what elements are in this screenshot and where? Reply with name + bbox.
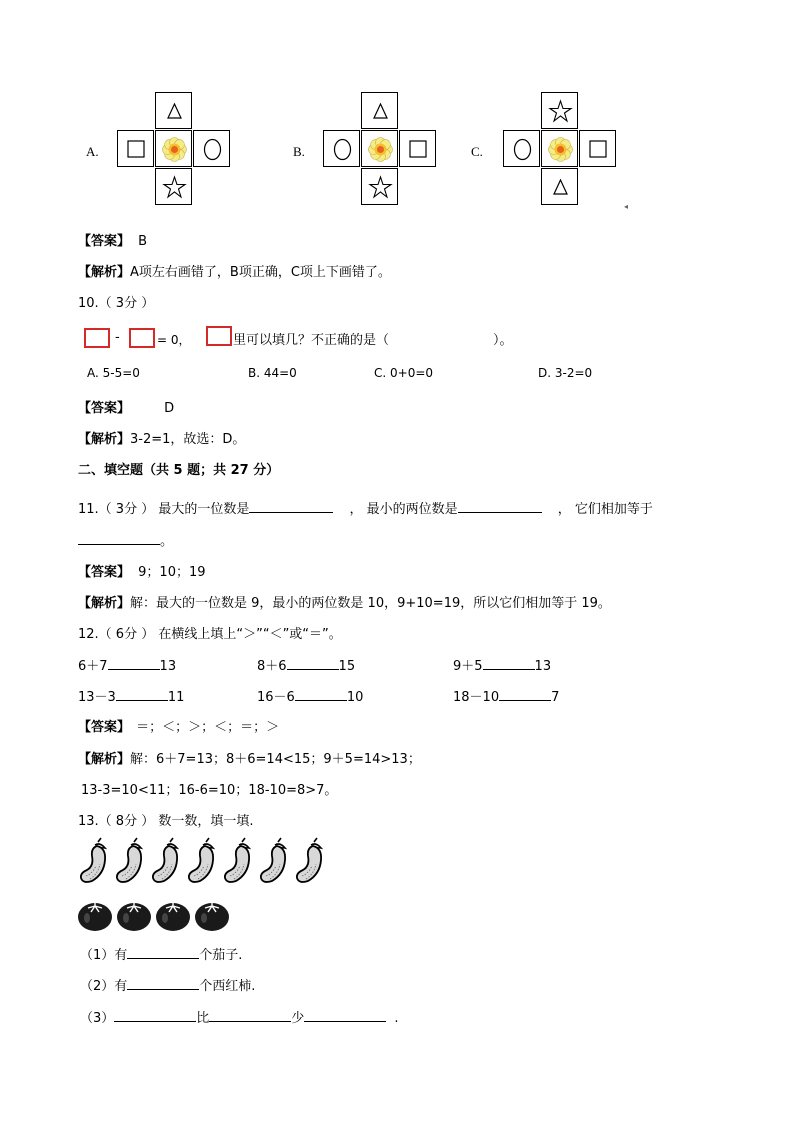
q13-blank[interactable] bbox=[114, 1021, 196, 1022]
q12-item-left: 8＋6 bbox=[257, 659, 287, 674]
q13-blank[interactable] bbox=[127, 958, 199, 959]
q13-blank[interactable] bbox=[209, 1021, 291, 1022]
tomato-icon bbox=[77, 900, 113, 936]
q12-item-left: 18－10 bbox=[453, 690, 500, 705]
tomato-icon bbox=[155, 900, 191, 936]
net-cell-bottom bbox=[155, 168, 192, 205]
analysis-text: 解：最大的一位数是 9，最小的两位数是 10，9+10=19，所以它们相加等于 19。 bbox=[130, 596, 611, 611]
q12-blank[interactable] bbox=[108, 669, 160, 670]
net-cell-right bbox=[579, 130, 616, 167]
q12-blank[interactable] bbox=[287, 669, 339, 670]
q12-item-right: 10 bbox=[346, 690, 364, 705]
analysis-label: 【解析】 bbox=[78, 432, 131, 447]
q12-number: 12.（ 6分 ） bbox=[78, 627, 155, 642]
q11-blank-1[interactable] bbox=[249, 512, 333, 513]
q10-question-end: ）。 bbox=[493, 333, 513, 348]
q10-red-box-2 bbox=[129, 328, 155, 348]
q10-number: 10.（ 3分 ） bbox=[78, 296, 155, 311]
q10-red-box-3 bbox=[206, 326, 232, 346]
q10-option-a: A. 5-5=0 bbox=[87, 366, 140, 380]
eggplant-icon bbox=[258, 836, 292, 890]
q12-item-5 bbox=[257, 686, 363, 705]
q11-analysis-line bbox=[78, 592, 611, 611]
q12-item-right: 13 bbox=[534, 659, 552, 674]
q12-answer-line bbox=[78, 716, 279, 735]
q12-item-left: 6＋7 bbox=[78, 659, 108, 674]
q13-line bbox=[78, 810, 254, 829]
q11-text-4: 。 bbox=[160, 534, 174, 549]
answer-label: 【答案】 bbox=[78, 401, 131, 416]
answer-value: D bbox=[164, 401, 175, 416]
q9-answer-line bbox=[78, 230, 147, 249]
eggplant-icon bbox=[78, 836, 112, 890]
q12-blank[interactable] bbox=[116, 700, 168, 701]
q13-sub-text: 少 bbox=[291, 1011, 305, 1026]
q10-option-b: B. 44=0 bbox=[248, 366, 297, 380]
net-cell-right bbox=[193, 130, 230, 167]
q13-sub-text: （1）有 bbox=[80, 948, 128, 963]
net-cell-right bbox=[399, 130, 436, 167]
q13-sub-text: （3） bbox=[80, 1011, 115, 1026]
eggplant-icon bbox=[150, 836, 184, 890]
q12-item-right: 7 bbox=[551, 690, 560, 705]
q10-analysis-line bbox=[78, 428, 245, 447]
analysis-label: 【解析】 bbox=[78, 265, 131, 280]
option-label: B. bbox=[293, 144, 305, 159]
answer-label: 【答案】 bbox=[78, 565, 131, 580]
q10-equals: = 0， bbox=[157, 333, 191, 347]
star-icon bbox=[542, 93, 579, 130]
q12-item-left: 16－6 bbox=[257, 690, 295, 705]
net-cell-center bbox=[541, 130, 578, 167]
triangle-icon bbox=[542, 169, 579, 206]
eggplant-icon bbox=[222, 836, 256, 890]
circle-icon bbox=[504, 131, 541, 168]
q10-question: 里可以填几？不正确的是（ bbox=[233, 333, 390, 348]
circle-icon bbox=[324, 131, 361, 168]
q12-blank[interactable] bbox=[295, 700, 347, 701]
star-icon bbox=[156, 169, 193, 206]
flower-icon bbox=[542, 131, 579, 168]
eggplant-icon bbox=[186, 836, 220, 890]
q11-answer-line bbox=[78, 561, 206, 580]
net-cell-top bbox=[361, 92, 398, 129]
q11-text-1: 最大的一位数是 bbox=[158, 502, 250, 517]
star-icon bbox=[362, 169, 399, 206]
q12-item-6 bbox=[453, 686, 559, 705]
answer-label: 【答案】 bbox=[78, 720, 131, 735]
analysis-label: 【解析】 bbox=[78, 596, 131, 611]
q11-blank-2[interactable] bbox=[458, 512, 542, 513]
net-cell-left bbox=[117, 130, 154, 167]
option-label: A. bbox=[86, 144, 99, 159]
q13-sub-1 bbox=[80, 944, 242, 963]
q13-sub-text: 个西红柿. bbox=[199, 979, 256, 994]
circle-icon bbox=[194, 131, 231, 168]
q13-sub-2 bbox=[80, 975, 255, 994]
net-cell-bottom bbox=[361, 168, 398, 205]
net-cell-left bbox=[503, 130, 540, 167]
tomato-icon bbox=[194, 900, 230, 936]
answer-value: B bbox=[138, 234, 148, 249]
q11-text-2: ， 最小的两位数是 bbox=[349, 502, 458, 517]
q9-analysis-line bbox=[78, 261, 391, 280]
q12-item-right: 11 bbox=[167, 690, 185, 705]
q12-item-1 bbox=[78, 655, 176, 674]
q12-item-2 bbox=[257, 655, 355, 674]
net-cell-center bbox=[155, 130, 192, 167]
q13-sub-3 bbox=[80, 1007, 398, 1026]
q12-item-right: 13 bbox=[159, 659, 177, 674]
analysis-text: 解：6＋7=13；8＋6=14<15；9＋5=14>13； bbox=[130, 752, 421, 767]
answer-value: 9；10；19 bbox=[138, 565, 206, 580]
q12-blank[interactable] bbox=[483, 669, 535, 670]
tomato-icon bbox=[116, 900, 152, 936]
q13-number: 13.（ 8分 ） bbox=[78, 814, 155, 829]
net-cell-top bbox=[155, 92, 192, 129]
q13-blank[interactable] bbox=[127, 989, 199, 990]
q10-option-c: C. 0+0=0 bbox=[374, 366, 434, 380]
net-cell-top bbox=[541, 92, 578, 129]
square-icon bbox=[400, 131, 437, 168]
q13-sub-text: （2）有 bbox=[80, 979, 128, 994]
net-cell-left bbox=[323, 130, 360, 167]
net-cell-center bbox=[361, 130, 398, 167]
net-cell-bottom bbox=[541, 168, 578, 205]
square-icon bbox=[118, 131, 155, 168]
q13-blank[interactable] bbox=[304, 1021, 386, 1022]
q12-item-3 bbox=[453, 655, 551, 674]
option-label: C. bbox=[471, 144, 483, 159]
q11-line bbox=[78, 498, 653, 517]
answer-label: 【答案】 bbox=[78, 234, 131, 249]
triangle-icon bbox=[362, 93, 399, 130]
q11-text-3: ， 它们相加等于 bbox=[557, 502, 653, 517]
analysis-text: A项左右画错了，B项正确，C项上下画错了。 bbox=[130, 265, 391, 280]
section-title: 二、填空题（共 5 题；共 27 分） bbox=[78, 463, 280, 478]
q10-minus: - bbox=[115, 330, 120, 345]
square-icon bbox=[580, 131, 617, 168]
q12-item-left: 9＋5 bbox=[453, 659, 483, 674]
q12-analysis-line-2: 13-3=10<11；16-6=10；18-10=8>7。 bbox=[81, 783, 338, 798]
triangle-icon bbox=[156, 93, 193, 130]
q13-sub-text: 个茄子. bbox=[199, 948, 243, 963]
q12-text: 在横线上填上“＞”“＜”或“＝”。 bbox=[158, 627, 342, 642]
q12-line bbox=[78, 623, 342, 642]
q13-sub-text: . bbox=[394, 1011, 399, 1026]
q12-item-left: 13－3 bbox=[78, 690, 116, 705]
q11-blank-3[interactable] bbox=[78, 544, 160, 545]
edit-marker: ◂ bbox=[624, 202, 629, 211]
q11-number: 11.（ 3分 ） bbox=[78, 502, 155, 517]
eggplant-icon bbox=[114, 836, 148, 890]
eggplant-icon bbox=[294, 836, 328, 890]
q12-item-right: 15 bbox=[338, 659, 356, 674]
q12-item-4 bbox=[78, 686, 184, 705]
q12-analysis-line bbox=[78, 748, 421, 767]
q10-red-box-1 bbox=[84, 328, 110, 348]
flower-icon bbox=[156, 131, 193, 168]
q10-option-d: D. 3-2=0 bbox=[538, 366, 593, 380]
q10-answer-line bbox=[78, 397, 174, 416]
q11-line-2 bbox=[78, 530, 173, 549]
analysis-label: 【解析】 bbox=[78, 752, 131, 767]
q13-text: 数一数，填一填. bbox=[158, 814, 254, 829]
q12-blank[interactable] bbox=[499, 700, 551, 701]
answer-value: ＝；＜；＞；＜；＝；＞ bbox=[136, 720, 280, 735]
flower-icon bbox=[362, 131, 399, 168]
analysis-text: 3-2=1，故选：D。 bbox=[130, 432, 246, 447]
q13-sub-text: 比 bbox=[196, 1011, 210, 1026]
